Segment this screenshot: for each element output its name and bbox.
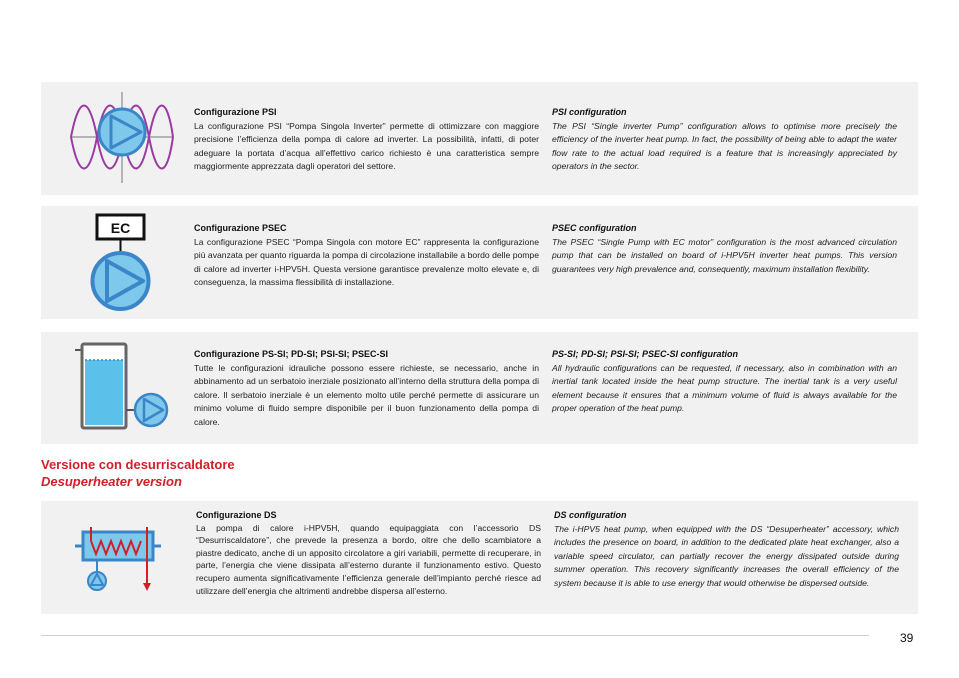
footer-divider [41,635,869,636]
ds-english-text [554,509,899,591]
ec-pump-icon [86,212,156,314]
desuperheater-exchanger-icon [73,521,163,596]
tank-italian-text [194,348,539,430]
psi-italian-body: La configurazione PSI “Pompa Singola Inverter” permette di ottimizzare con maggiore precisione l’efficienza della pompa di calore ad inverter. La possibilità, infatti, di poter adeguare la portata d’acqua all’effettivo carico richiesto è una caratteristica sempre maggiormente apprezzata dagli operatori del settore. [194,120,539,172]
tank-english-heading: PS-SI; PD-SI; PSI-SI; PSEC-SI configuration [552,349,739,359]
psi-english-heading: PSI configuration [552,107,627,117]
psi-english-text [552,106,897,174]
ds-panel [41,501,918,614]
tank-pump-icon [73,340,173,432]
section-title-italian: Versione con desurriscaldatore [41,457,235,472]
tank-config-panel [41,332,918,444]
tank-english-body: All hydraulic configurations can be requested, if necessary, also in combination with an inertial tank located inside the heat pump structure. The inertial tank is a very useful element because it ensures that a minimum volume of fluid is always available for the proper operation of the heat pump. [552,362,897,414]
psi-italian-text [194,106,539,174]
psi-panel [41,82,918,195]
ec-label: EC [110,220,131,236]
page-number: 39 [900,631,914,645]
psec-italian-text [194,222,539,290]
section-title [41,456,235,490]
tank-italian-heading: Configurazione PS-SI; PD-SI; PSI-SI; PSEC-SI [194,349,389,359]
psec-english-heading: PSEC configuration [552,223,637,233]
psi-italian-heading: Configurazione PSI [194,107,277,117]
psec-english-body: The PSEC “Single Pump with EC motor” configuration is the most advanced circulation pump that can be installed on board of i-HPV5H inverter heat pumps. This version guarantees very high prevalence and, consequently, maximum installation flexibility. [552,236,897,274]
psi-english-body: The PSI “Single inverter Pump” configuration allows to optimise more precisely the efficiency of the inverter heat pump. In fact, the possibility of being able to adapt the water flow rate to the actual load required is a feature that is increasingly appreciated by operators in the sector. [552,120,897,172]
psec-panel [41,206,918,319]
ds-english-heading: DS configuration [554,510,627,520]
psec-italian-heading: Configurazione PSEC [194,223,287,233]
sine-wave-pump-icon [69,90,174,185]
ds-english-body: The i-HPV5 heat pump, when equipped with the DS “Desuperheater” accessory, which includes the presence on board, in addition to the dedicated plate heat exchanger, also a variable speed circulator, can partially recover the energy dissipated outside during summer operation. This recovery significantly increases the overall efficiency of the system because it is able to use energy that would otherwise be dispersed outside. [554,523,899,588]
psec-english-text [552,222,897,276]
section-title-english: Desuperheater version [41,474,182,489]
tank-english-text [552,348,897,416]
ds-italian-text [196,509,541,597]
ds-italian-heading: Configurazione DS [196,510,277,520]
ds-italian-body: La pompa di calore i-HPV5H, quando equipaggiata con l’accessorio DS “Desurriscaldatore”, che prevede la presenza a bordo, oltre che dello scambiatore a piastre dedicato, anche di un apposito circolatore a giri variabili, permette di recuperare, in parte, l’energia che viene dissipata all’esterno durante il funzionamento estivo. Questo recupero aumenta significativamente l’efficienza generale dell’impianto perché riesce ad utilizzare dell’energia che altrimenti andrebbe dispersa all’esterno. [196,522,541,596]
tank-italian-body: Tutte le configurazioni idrauliche possono essere richieste, se necessario, anche in abbinamento ad un serbatoio inerziale posizionato all’interno della struttura della pompa di calore. Il serbatoio inerziale è un elemento molto utile perché permette di assicurare un minimo volume di fluido sempre disponibile per il buon funzionamento della pompa di calore. [194,362,539,427]
psec-italian-body: La configurazione PSEC “Pompa Singola con motore EC” rappresenta la configurazione più avanzata per quanto riguarda la pompa di circolazione installabile a bordo delle pompe di calore ad inverter i-HPV5H. Questa versione garantisce prevalenze molto elevate e, di conseguenza, la massima flessibilità di installazione. [194,236,539,288]
